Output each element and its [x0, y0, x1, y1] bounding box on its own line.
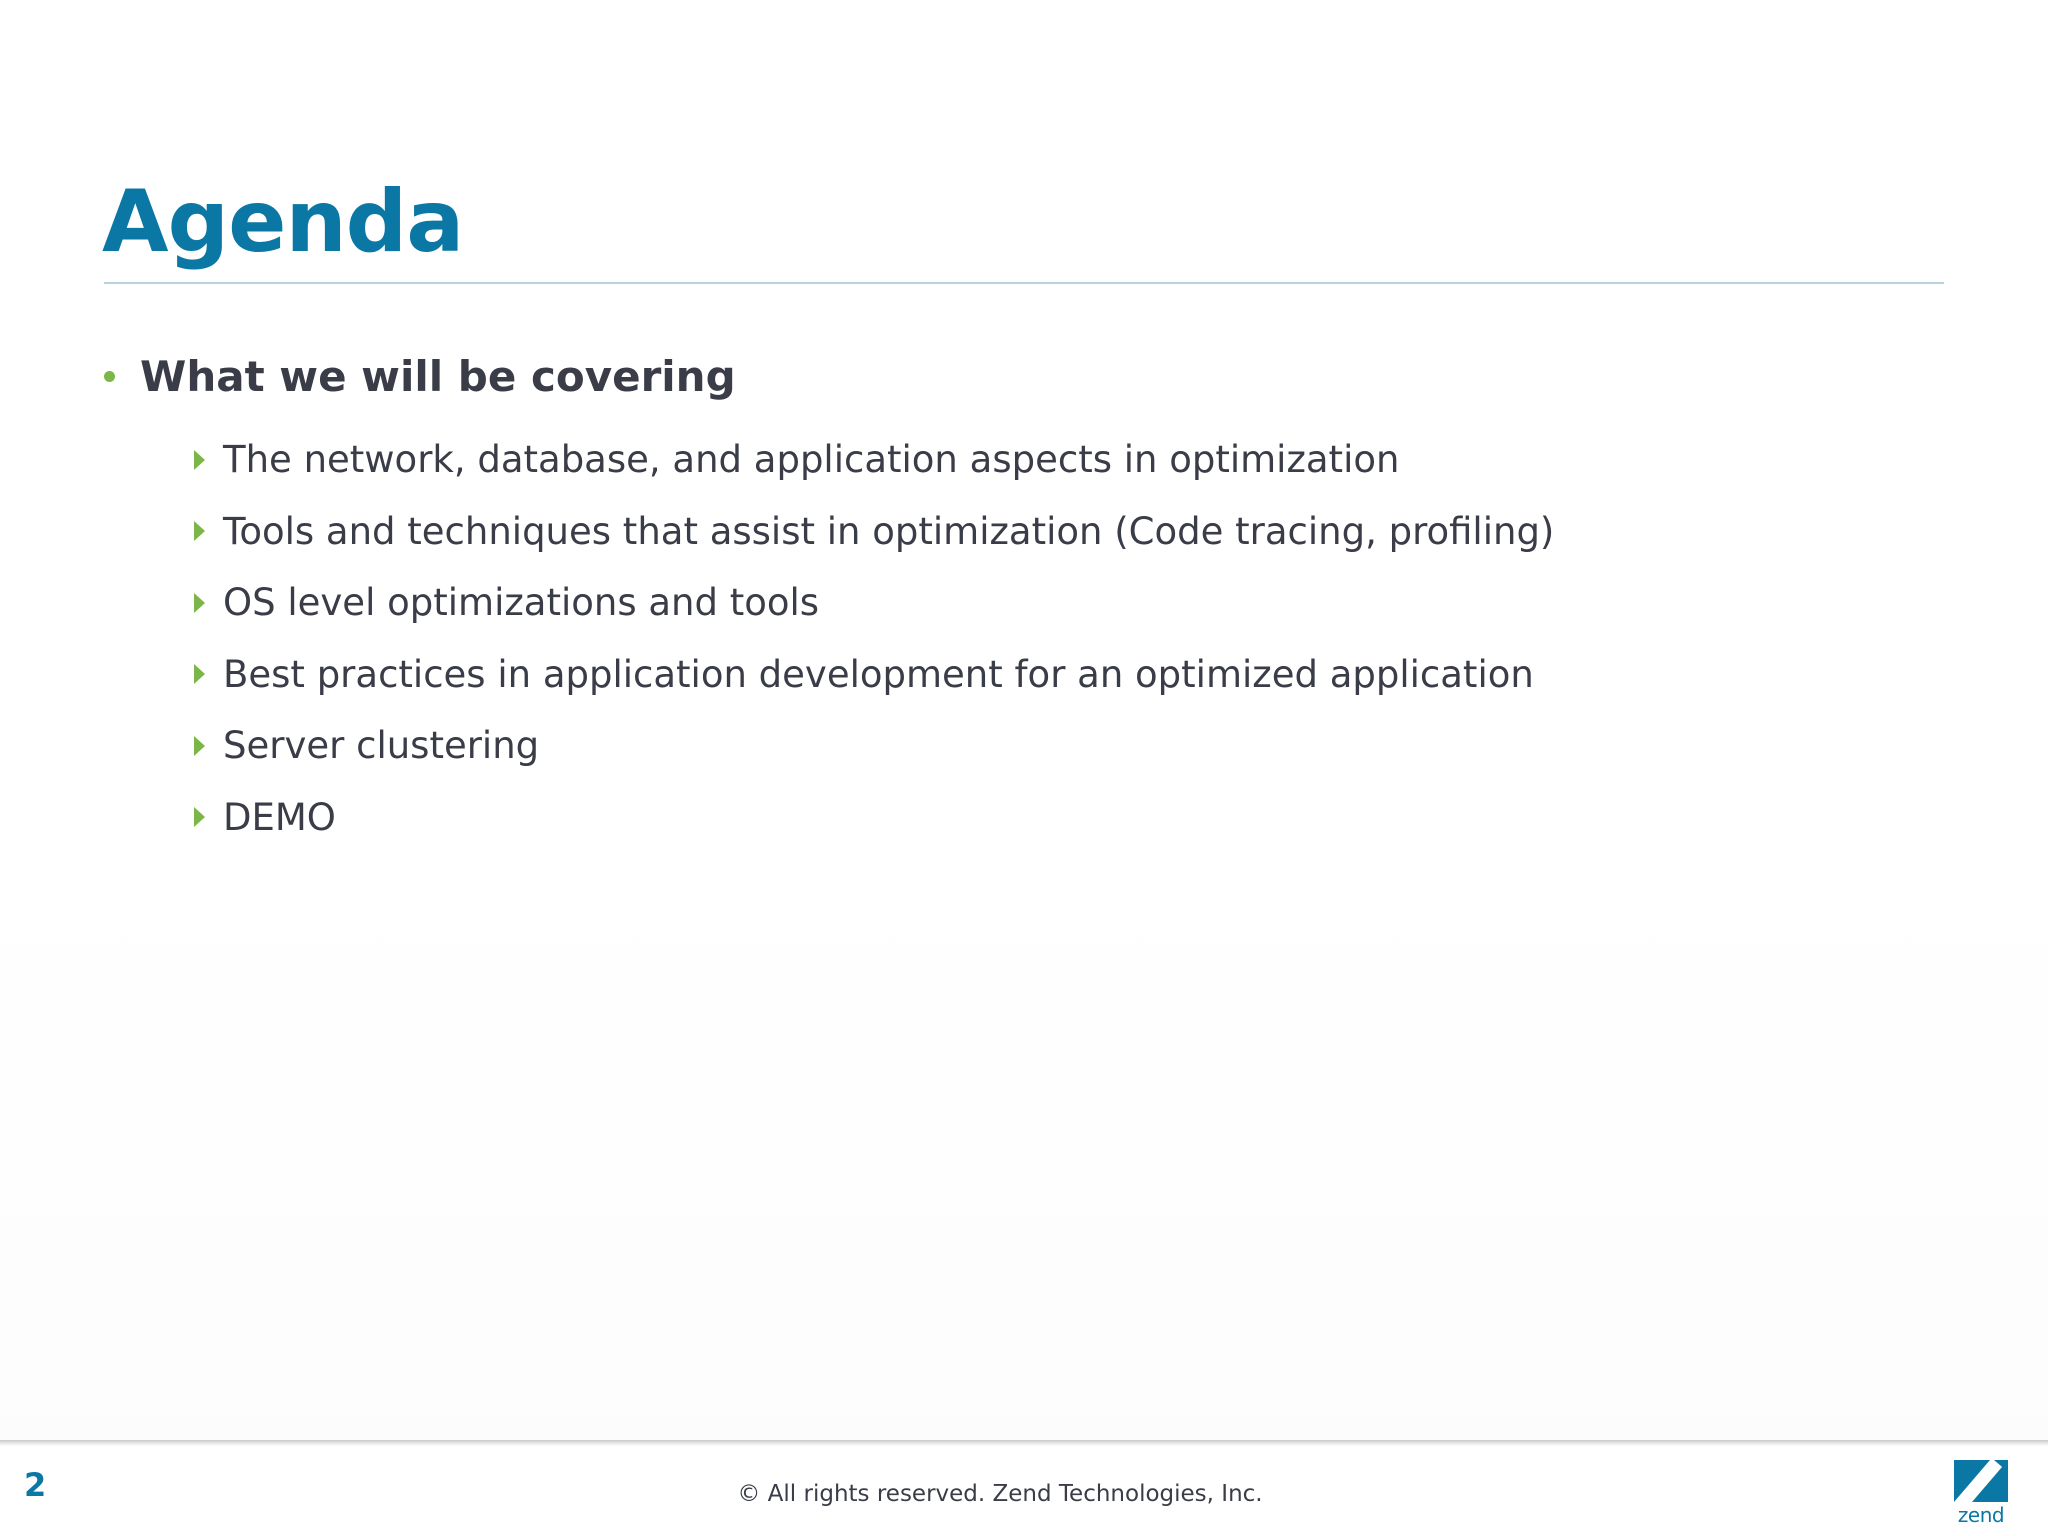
sub-bullet-text: Server clustering: [223, 724, 540, 768]
triangle-arrow-icon: [194, 593, 205, 613]
sub-bullet-text: OS level optimizations and tools: [223, 581, 820, 625]
copyright-text: © All rights reserved. Zend Technologies, Inc.: [737, 1481, 1263, 1507]
sub-bullet-text: DEMO: [223, 795, 336, 839]
sub-bullet-text: The network, database, and application aspects in optimization: [223, 438, 1400, 482]
sub-bullet-list: [194, 424, 1954, 853]
triangle-arrow-icon: [194, 807, 205, 827]
slide-title: Agenda: [102, 172, 464, 272]
sub-bullet-item: [194, 782, 1954, 854]
sub-bullet-item: [194, 710, 1954, 782]
triangle-arrow-icon: [194, 450, 205, 470]
main-bullet: [104, 346, 736, 406]
sub-bullet-item: [194, 639, 1954, 711]
sub-bullet-text: Best practices in application development for an optimized application: [223, 652, 1534, 696]
sub-bullet-item: [194, 567, 1954, 639]
green-dot-icon: [104, 371, 115, 382]
triangle-arrow-icon: [194, 736, 205, 756]
triangle-arrow-icon: [194, 664, 205, 684]
sub-bullet-item: [194, 496, 1954, 568]
title-divider: [104, 282, 1944, 284]
main-bullet-text: What we will be covering: [140, 351, 736, 401]
sub-bullet-item: [194, 424, 1954, 496]
logo-wordmark: zend: [1957, 1503, 2005, 1527]
sub-bullet-text: Tools and techniques that assist in optimization (Code tracing, profiling): [223, 509, 1555, 553]
triangle-arrow-icon: [194, 521, 205, 541]
page-number: 2: [24, 1466, 47, 1504]
